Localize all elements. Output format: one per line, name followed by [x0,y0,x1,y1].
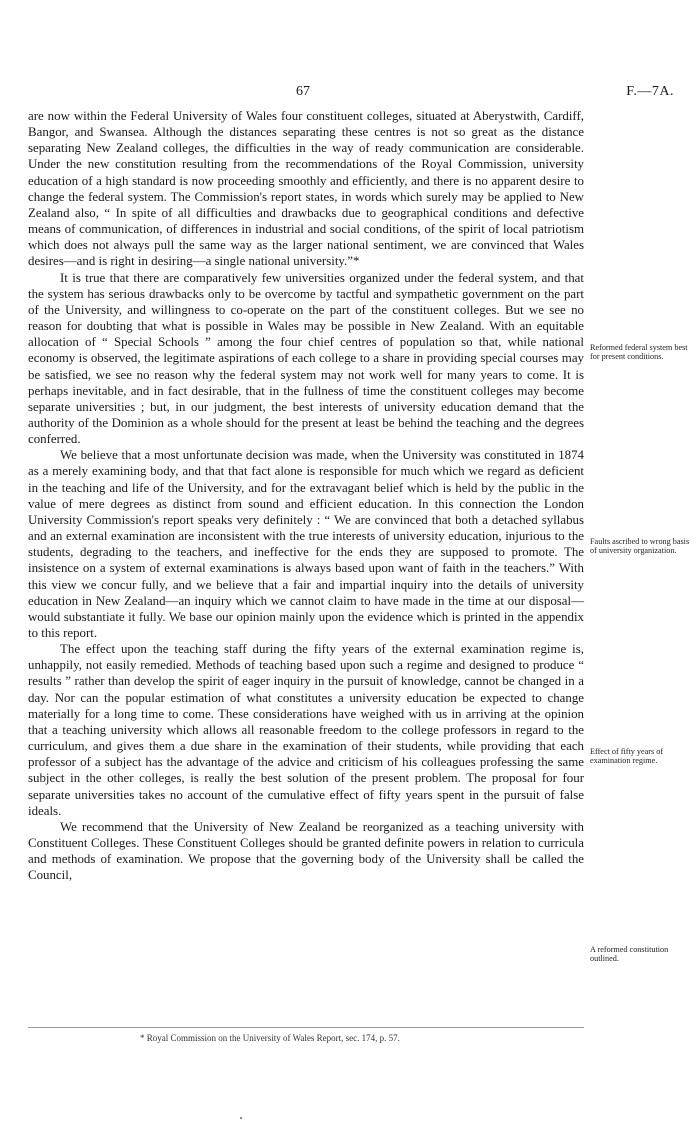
margin-note-examination-regime: Effect of fifty years of examination regime. [590,747,664,766]
page-header [0,84,700,102]
footnote: * Royal Commission on the University of Wales Report, sec. 174, p. 57. [140,1033,400,1043]
print-speck [240,1117,242,1119]
paragraph-5: We recommend that the University of New Zealand be reorganized as a teaching university with Constituent Colleges. These Constituent Colleges should be granted definite powers in relation to curricula and methods of examination. We propose that the governing body of the University shall be called the Council, [28,819,584,883]
paragraph-1: are now within the Federal University of Wales four constituent colleges, situated at Aberystwith, Cardiff, Bangor, and Swansea. Although the distances separating these centres is not so great as the distance separating New Zealand colleges, the difficulties in the way of ready communication are considerable. Under the new constitution resulting from the recommendations of the Royal Commission, university education of a high standard is now proceeding smoothly and efficiently, and there is no apparent desire to change the federal system. The Commission's report states, in words which surely may be applied to New Zealand also, “ In spite of all difficulties and drawbacks due to geographical conditions and defective means of communication, of differences in industrial and social conditions, of the spirit of local patriotism which does not always pull the same way as the larger national sentiment, we are convinced that Wales desires—and is right in desiring—a single national university.”* [28,109,584,269]
margin-note-federal-system: Reformed federal system best for present conditions. [590,343,688,362]
margin-note-reformed-constitution: A reformed constitution outlined. [590,945,669,964]
margin-note-faults: Faults ascribed to wrong basis of university organization. [590,537,690,556]
paragraph-4: The effect upon the teaching staff during the fifty years of the external examination regime is, unhappily, not easily remedied. Methods of teaching based upon such a regime and designed to produce “ results ” rather than develop the spirit of eager inquiry in the pursuit of knowledge, cannot be changed in a day. Nor can the popular estimation of what constitutes a university education be expected to change materially for a long time to come. These considerations have weighed with us in arriving at the opinion that a teaching university which allows all reasonable freedom to the college professors in regard to the curriculum, and gives them a due share in the examination of their students, while providing that each professor of a subject has the advantage of the advice and criticism of his colleagues professing the same subject in the other colleges, is really the best solution of the present problem. The proposal for four separate universities takes no account of the cumulative effect of fifty years spent in the pursuit of false ideals. [28,642,584,818]
paragraph-2: It is true that there are comparatively few universities organized under the federal system, and that the system has serious drawbacks only to be overcome by tactful and sympathetic government on the part of the University, and willingness to co-operate on the part of the constituent colleges. But we see no reason for doubting that what is possible in Wales may be possible in New Zealand. With an equitable allocation of “ Special Schools ” among the four chief centres of population so that, while national economy is observed, the legitimate aspirations of each college to a share in providing special courses may be satisfied, we see no reason why the federal system may not work well for many years to come. It is perhaps inevitable, and in fact desirable, that in the fullness of time the constituent colleges may become separate universities ; but, in our judgment, the best interests of university education demand that the authority of the Dominion as a whole should for the present at least be behind the teaching and the degrees conferred. [28,270,584,447]
paragraph-3: We believe that a most unfortunate decision was made, when the University was constituted in 1874 as a merely examining body, and that that fact alone is responsible for much which we regard as deficient in the teaching and life of the University, and for the extravagant belief which is held by the public in the value of mere degrees as distinct from sound and efficient education. In this connection the London University Commission's report speaks very definitely : “ We are convinced that both a detached syllabus and an external examination are inconsistent with the true interests of university education, injurious to the students, degrading to the teachers, and ineffective for the ends they are supposed to promote. The insistence on a system of external examinations is always based upon want of faith in the teachers.” With this view we concur fully, and we believe that a fair and impartial inquiry into the details of university education in New Zealand—an inquiry which we cannot claim to have made in the time at our disposal—would substantiate it fully. We base our opinion mainly upon the evidence which is printed in the appendix to this report. [28,448,584,640]
document-reference: F.—7A. [626,84,674,99]
footnote-divider [28,1027,584,1028]
body-text [28,108,584,884]
page-number: 67 [296,84,310,99]
